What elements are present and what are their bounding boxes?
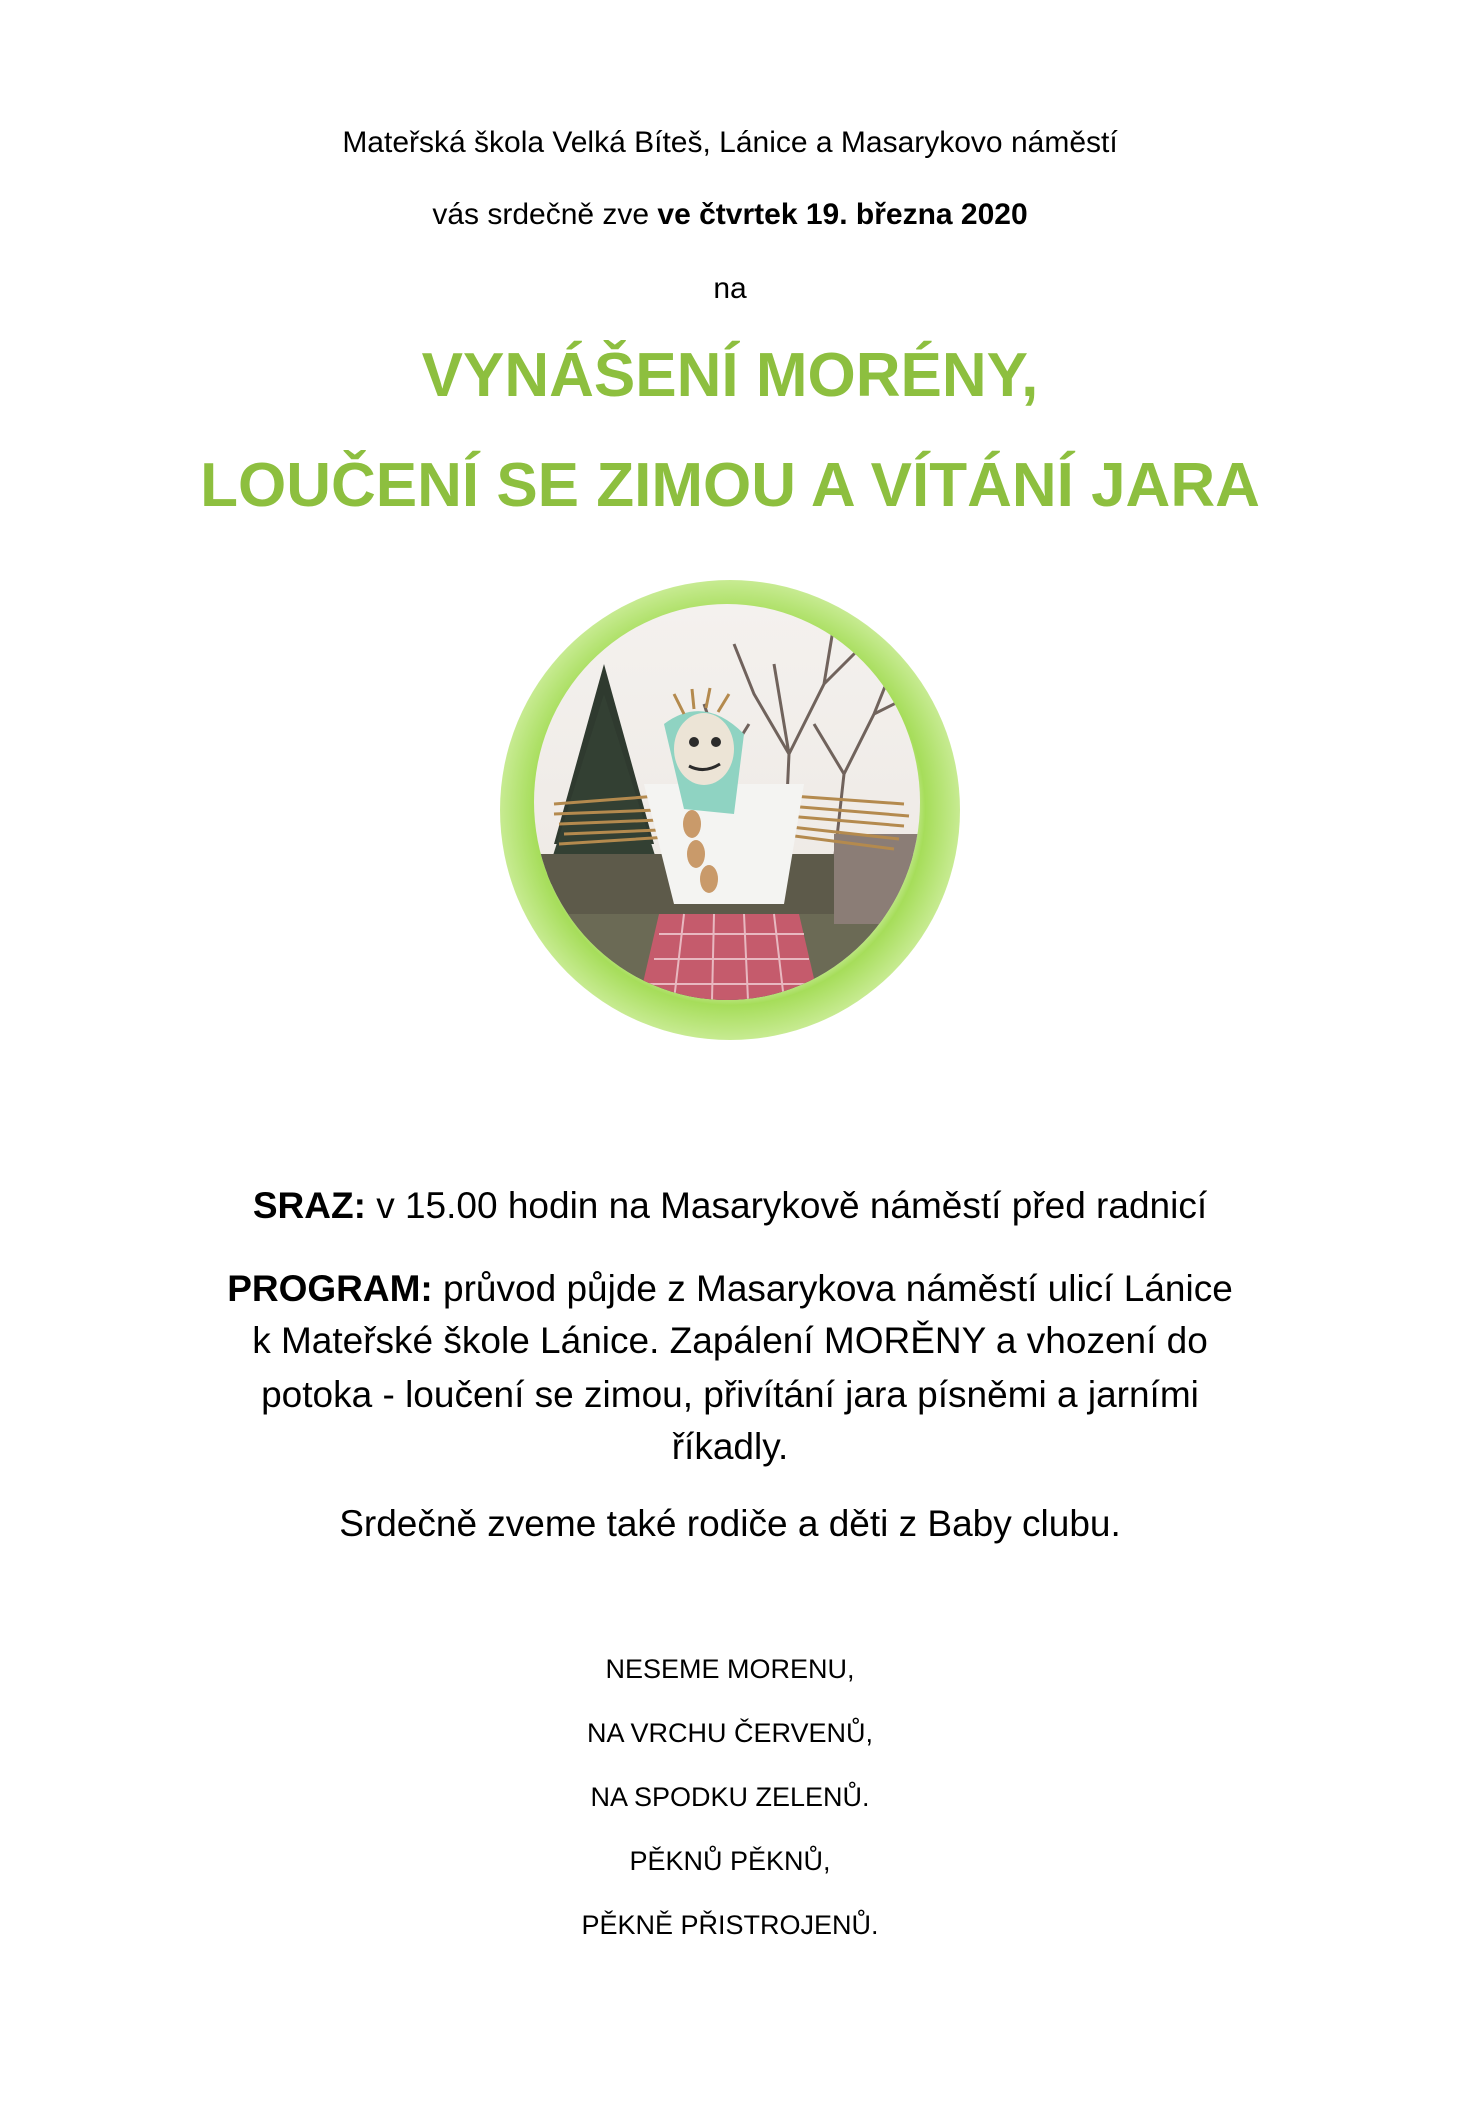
school-line: Mateřská škola Velká Bíteš, Lánice a Masarykovo náměstí — [342, 126, 1118, 159]
page-title-line1: VYNÁŠENÍ MORÉNY, — [421, 341, 1039, 410]
meeting-label: SRAZ: — [252, 1185, 366, 1226]
poem-line-3: NA SPODKU ZELENŮ. — [590, 1782, 870, 1812]
program-label: PROGRAM: — [227, 1268, 433, 1309]
poem-line-4: PĚKNŮ PĚKNŮ, — [629, 1846, 831, 1876]
poem-line-1: NESEME MORENU, — [605, 1654, 855, 1684]
poem-line-5: PĚKNĚ PŘISTROJENŮ. — [581, 1910, 879, 1940]
poem-line-2: NA VRCHU ČERVENŮ, — [586, 1718, 874, 1748]
program-line3: potoka - loučení se zimou, přivítání jara písněmi a jarními — [261, 1374, 1199, 1415]
on-word: na — [713, 272, 747, 305]
meeting-line — [0, 1185, 1460, 1227]
invite-date: ve čtvrtek 19. března 2020 — [657, 198, 1028, 231]
invite-prefix: vás srdečně zve — [432, 198, 658, 231]
program-line1 — [0, 1268, 1460, 1310]
invite-line — [0, 198, 1460, 232]
program-text-line1: průvod půjde z Masarykova náměstí ulicí Lánice — [432, 1268, 1233, 1309]
page-title-line2: LOUČENÍ SE ZIMOU A VÍTÁNÍ JARA — [200, 451, 1260, 520]
meeting-text: v 15.00 hodin na Masarykově náměstí před radnicí — [365, 1185, 1208, 1226]
program-line2: k Mateřské škole Lánice. Zapálení MORĚNY a vhození do — [252, 1320, 1208, 1361]
morena-photo — [534, 604, 920, 1000]
welcome-line: Srdečně zveme také rodiče a děti z Baby clubu. — [339, 1503, 1121, 1544]
program-line4: říkadly. — [671, 1426, 789, 1467]
